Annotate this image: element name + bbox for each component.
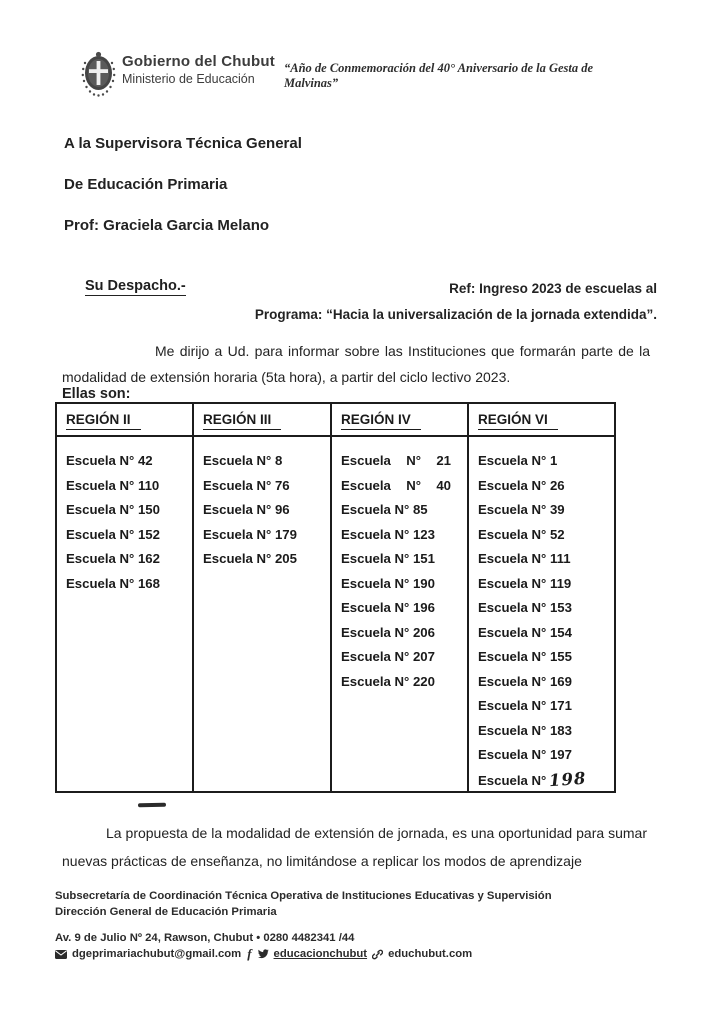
facebook-icon: f (247, 946, 252, 961)
region-header: REGIÓN II (57, 404, 192, 437)
ink-dash-mark (138, 803, 166, 807)
addressee-block (64, 135, 302, 258)
school-item: Escuela N° 52 (478, 526, 565, 542)
school-item: Escuela N° 119 (478, 575, 572, 591)
commemoration-motto: “Año de Conmemoración del 40° Aniversario de la Gesta de Malvinas” (284, 61, 594, 90)
school-item: Escuela N° 196 (341, 600, 435, 615)
region-header: REGIÓN VI (469, 404, 614, 437)
region-school-list (194, 437, 330, 572)
org-department: Ministerio de Educación (122, 72, 255, 86)
org-name: Gobierno del Chubut (122, 53, 275, 70)
school-item: Escuela N° 168 (66, 575, 160, 591)
school-item: Escuela N° 197 (478, 747, 572, 762)
region-header: REGIÓN IV (332, 404, 467, 437)
addressee-line: De Educación Primaria (64, 176, 228, 193)
school-item: Escuela N° 162 (66, 551, 160, 566)
school-item: Escuela N° 110 (66, 477, 160, 493)
intro-paragraph: Me dirijo a Ud. para informar sobre las Instituciones que formarán parte de la modalidad de extensión horaria (5ta hora), a partir del ciclo lectivo 2023. (62, 343, 650, 385)
school-item: Escuela N° 40 (341, 477, 451, 493)
school-item: Escuela N° 1 (478, 453, 558, 468)
footer-office-line-2: Dirección General de Educación Primaria (55, 905, 277, 918)
school-item: Escuela N° 171 (478, 698, 572, 713)
region-school-list (332, 437, 467, 694)
school-item: Escuela N° 155 (478, 649, 572, 664)
twitter-icon (258, 949, 269, 959)
school-item: Escuela N° 198 (478, 768, 610, 792)
org-identity (122, 53, 275, 88)
school-item: Escuela N° 21 (341, 453, 451, 468)
school-item: Escuela N° 206 (341, 624, 435, 640)
addressee-line: Prof: Graciela Garcia Melano (64, 217, 270, 234)
footer-contact-line (55, 948, 472, 960)
school-item: Escuela N° 220 (341, 673, 435, 689)
school-item: Escuela N° 183 (478, 722, 572, 738)
footer-office-block (55, 889, 595, 920)
region-school-list (469, 437, 614, 791)
school-item: Escuela N° 205 (203, 551, 297, 566)
school-item: Escuela N° 76 (203, 477, 290, 493)
handwritten-number: 198 (548, 768, 588, 790)
school-item: Escuela N° 154 (478, 624, 572, 640)
closing-paragraph: La propuesta de la modalidad de extensión de jornada, es una oportunidad para sumar nuevas prácticas de enseñanza, no limitándose a replicar los modos de aprendizaje (62, 825, 647, 869)
footer-office-line-1: Subsecretaría de Coordinación Técnica Operativa de Instituciones Educativas y Supervisión (55, 890, 552, 902)
region-column (57, 404, 194, 791)
school-item: Escuela N° 150 (66, 502, 160, 517)
reference-block (250, 276, 657, 328)
mail-icon (55, 950, 67, 959)
footer-social-handle: educacionchubut (273, 948, 368, 960)
addressee-line: A la Supervisora Técnica General (64, 135, 302, 152)
school-item: Escuela N° 151 (341, 551, 435, 566)
footer-address: Av. 9 de Julio Nº 24, Rawson, Chubut • 0280 4482341 /44 (55, 932, 355, 944)
school-item: Escuela N° 42 (66, 453, 153, 468)
school-item: Escuela N° 85 (341, 502, 428, 517)
region-column (194, 404, 332, 791)
region-column (469, 404, 614, 791)
school-item: Escuela N° 152 (66, 526, 160, 542)
region-school-list (57, 437, 192, 596)
lead-in: Ellas son: (62, 386, 131, 402)
reference-line-2: Programa: “Hacia la universalización de la jornada extendida”. (254, 307, 657, 322)
school-item: Escuela N° 207 (341, 649, 435, 664)
reference-line-1: Ref: Ingreso 2023 de escuelas al (449, 281, 657, 296)
link-icon (372, 949, 383, 960)
school-item: Escuela N° 111 (478, 551, 571, 566)
region-column (332, 404, 469, 791)
region-header: REGIÓN III (194, 404, 330, 437)
school-item: Escuela N° 39 (478, 502, 565, 517)
school-item: Escuela N° 179 (203, 526, 297, 542)
school-item: Escuela N° 190 (341, 575, 435, 591)
school-item: Escuela N° 8 (203, 453, 283, 468)
school-item: Escuela N° 123 (341, 526, 435, 542)
chubut-crest-icon (80, 51, 117, 99)
school-item: Escuela N° 96 (203, 502, 290, 517)
school-item: Escuela N° 26 (478, 477, 565, 493)
footer-website: educhubut.com (388, 948, 473, 960)
regions-table (55, 402, 616, 793)
school-item: Escuela N° 153 (478, 600, 572, 615)
school-item: Escuela N° 169 (478, 673, 572, 689)
salutation: Su Despacho.- (85, 278, 186, 294)
footer-email: dgeprimariachubut@gmail.com (72, 948, 242, 960)
